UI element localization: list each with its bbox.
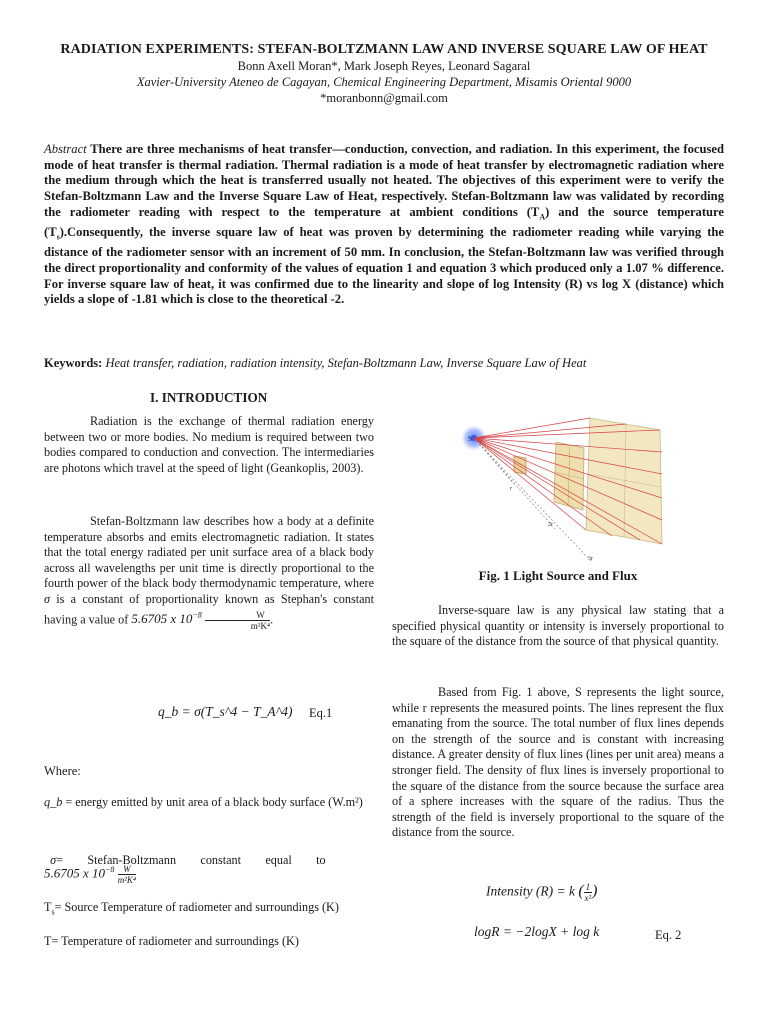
constant-unit: $\frac{W}{\text{m²K⁴}}$	[205, 610, 270, 631]
definition-constant-unit: $\frac{W}{\text{m²K⁴}}$	[117, 863, 137, 885]
where-label: Where:	[44, 764, 81, 778]
flux-area-r	[514, 456, 526, 474]
keywords-label: Keywords:	[44, 356, 103, 370]
equation-1-label: Eq.1	[309, 706, 333, 720]
paper-title: RADIATION EXPERIMENTS: STEFAN-BOLTZMANN LAW AND INVERSE SQUARE LAW OF HEAT	[60, 42, 708, 57]
definition-ts	[44, 900, 376, 920]
contact-email: *moranbonn@gmail.com	[320, 91, 448, 105]
definition-ts-text: = Source Temperature of radiometer and surroundings (K)	[54, 900, 339, 914]
abstract-text-a: There are three mechanisms of heat transfer—conduction, convection, and radiation. In this experiment, the focused mode of heat transfer is thermal radiation. Thermal radiation is a mode of heat transfer by electromagnetic radiation where the medium through which the heat is transferred usually not heated. The objectives of this experiment were to verify the Stefan-Boltzmann Law and the Inverse Square Law of Heat, respectively. Stefan-Boltzmann law was validated by recording the radiometer reading with respect to the temperature at ambient conditions (T	[44, 142, 724, 219]
sigma-symbol: σ	[44, 591, 51, 606]
equation-2-line-1-text: Intensity (R) = k	[486, 883, 575, 899]
abstract-text-c: ).Consequently, the inverse square law of heat was proven by determining the radiometer reading while varying the distance of the radiometer sensor with an increment of 50 mm. In conclusion, the Stefan-Boltzmann law was verified through the direct proportionality and conformity of the values of equation 1 and equation 3 which produced only a 1.07 % difference. For inverse square law of heat, it was confirmed due to the linearity and slope of log Intensity (R) vs log X (distance) which yields a slope of -1.81 which is close to the theoretical -2.	[44, 225, 724, 307]
definition-ts-sub: s	[51, 907, 55, 917]
intro-p2-text-a: Stefan-Boltzmann law describes how a body at a definite temperature absorbs and emits electromagnetic radiation. It states that the total energy radiated per unit surface area of a black body across all wavelengths per unit time is directly proportional to the fourth power of the black body thermodynamic temperature, where	[44, 514, 374, 591]
intro-p2-text-b: is a constant of proportionality known as Stephan's constant having a value of	[44, 591, 374, 626]
right-paragraph-1	[392, 603, 724, 650]
right-paragraph-2-text: Based from Fig. 1 above, S represents the light source, while r represents the measured points. The lines represent the flux emanating from the source. The total number of flux lines depends on the strength of the source and is constant with increasing distance. A greater density of flux lines (lines per unit area) means a stronger field. The density of flux lines is inversely proportional to the square of the distance from the source because the surface area of a sphere increases with the square of the radius. Thus the strength of the field is inversely proportional to the square of the distance from the source.	[392, 685, 724, 840]
source-label: S	[468, 435, 472, 443]
keywords	[44, 356, 724, 371]
definition-constant-value: 5.6705 x 10	[44, 865, 106, 881]
definition-qb-text: = energy emitted by unit area of a black body surface (W.m²)	[62, 795, 363, 809]
abstract	[44, 142, 724, 308]
equation-1	[158, 704, 293, 720]
equation-2-fraction: $\frac{1}{\text{x²}}$	[584, 882, 592, 903]
figure-caption: Fig. 1 Light Source and Flux	[478, 568, 638, 583]
paper-header	[0, 42, 768, 106]
intro-paragraph-1	[44, 414, 374, 476]
author-list: Bonn Axell Moran*, Mark Joseph Reyes, Leonard Sagaral	[237, 59, 531, 73]
right-paragraph-1-text: Inverse-square law is any physical law stating that a specified physical quantity or intensity is inversely proportional to the square of the distance from the source of that physical quantity.	[392, 603, 724, 649]
definition-qb-symbol: q_b	[44, 795, 63, 809]
intro-paragraph-1-text: Radiation is the exchange of thermal radiation energy between two or more bodies. No medium is required between two bodies compared to conduction and convection. The intermediaries are photons which travel at the speed of light (Geankoplis, 2003).	[44, 414, 374, 475]
abstract-label: Abstract	[44, 142, 87, 156]
intro-paragraph-2	[44, 514, 374, 631]
abstract-sub-b: s	[56, 232, 60, 242]
flux-diagram	[460, 412, 680, 564]
definition-constant-exp: −8	[105, 865, 115, 874]
definition-qb	[44, 795, 376, 811]
figure-light-source-flux	[460, 412, 680, 564]
radius-label-3r: 3r	[588, 556, 593, 562]
equation-1-expr: q_b = σ(T_s^4 − T_A^4)	[158, 704, 293, 719]
definition-ts-symbol: T	[44, 900, 52, 914]
equation-2-line-1: Intensity (R) = k ( $\frac{1}{\text{x²}}$ )	[486, 882, 598, 903]
definition-sigma-text: = Stefan-Boltzmann constant equal to	[56, 852, 326, 867]
equation-2-line-2: logR = −2logX + log k	[474, 924, 600, 939]
right-paragraph-2	[392, 685, 724, 841]
definition-sigma-symbol: σ	[50, 852, 57, 867]
abstract-sub-a: A	[539, 212, 546, 222]
radius-label-2r: 2r	[548, 522, 553, 528]
constant-value: 5.6705 x $10^{-8}$	[131, 610, 202, 626]
equation-2-label: Eq. 2	[655, 928, 682, 942]
affiliation: Xavier-University Ateneo de Cagayan, Chemical Engineering Department, Misamis Oriental 9000	[136, 75, 632, 89]
definition-t: T= Temperature of radiometer and surroundings (K)	[44, 934, 299, 948]
definition-constant	[44, 862, 376, 885]
radius-label-r: r	[510, 486, 512, 492]
constant-unit-tail: .	[270, 611, 274, 626]
section-heading-introduction: I. INTRODUCTION	[150, 390, 268, 405]
abstract-text-b: ) and the source temperature (T	[44, 204, 724, 240]
keywords-value: Heat transfer, radiation, radiation intensity, Stefan-Boltzmann Law, Inverse Square Law of Heat	[105, 356, 587, 370]
